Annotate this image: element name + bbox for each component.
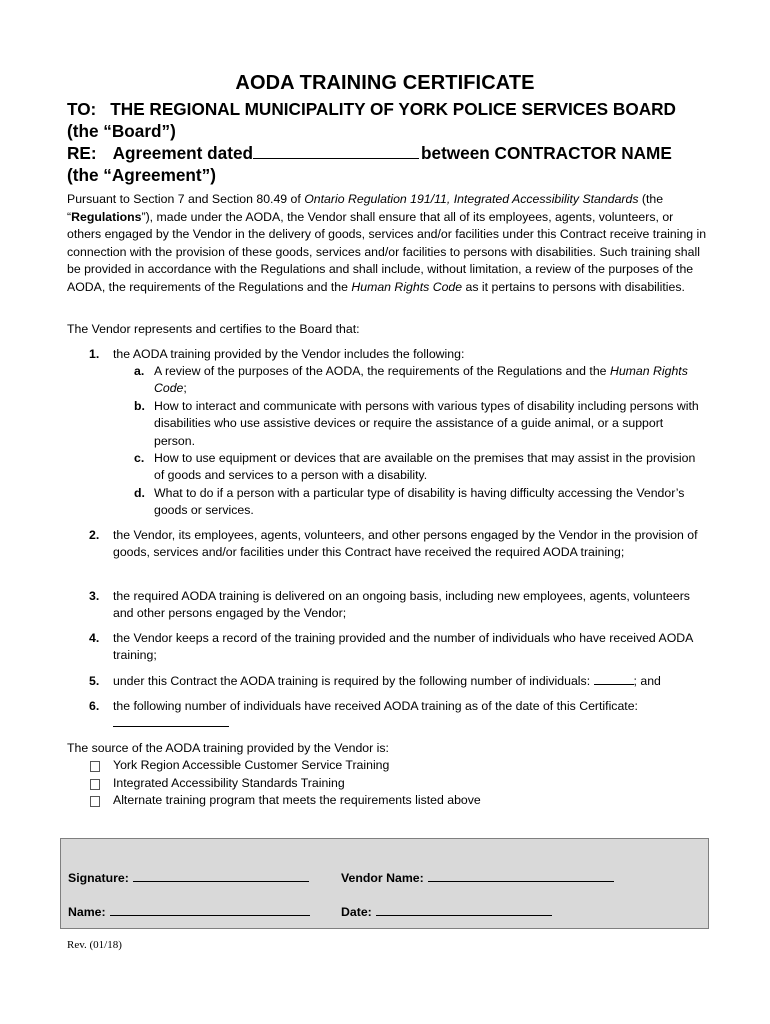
required-count-blank[interactable] bbox=[594, 673, 634, 685]
vendor-name-line[interactable] bbox=[428, 869, 614, 882]
sub-item-a bbox=[134, 363, 707, 398]
list-number: 5. bbox=[89, 674, 100, 688]
list-text: the Vendor keeps a record of the training provided and the number of individuals who have received AODA training; bbox=[113, 631, 693, 663]
re-line bbox=[67, 143, 672, 164]
to-value: THE REGIONAL MUNICIPALITY OF YORK POLICE SERVICES BOARD bbox=[110, 99, 676, 119]
re-note: (the “Agreement”) bbox=[67, 165, 216, 185]
received-count-blank[interactable] bbox=[113, 715, 229, 727]
sub-list bbox=[67, 363, 707, 520]
to-line bbox=[67, 99, 676, 120]
intro-text-3: ”), made under the AODA, the Vendor shall ensure that all of its employees, agents, volunteers, or others engaged by the Vendor in the delivery of goods, services and/or facilities under this Contract receive training in connection with the provision of these goods, services and/or facilities to persons with disabilities. Such training shall be provided in accordance with the Regulations and shall include, without limitation, a review of the purposes of the AODA, the requirements of the Regulations and the bbox=[67, 209, 707, 294]
to-label: TO: bbox=[67, 99, 97, 119]
list-text-tail: ; and bbox=[633, 674, 661, 688]
source-option-2[interactable] bbox=[67, 775, 707, 792]
name-line[interactable] bbox=[110, 903, 310, 916]
revision-label: Rev. (01/18) bbox=[67, 939, 122, 951]
list-number: 6. bbox=[89, 699, 100, 713]
list-text: the Vendor, its employees, agents, volunteers, and other persons engaged by the Vendor in the provision of goods, services and/or facilities under this Contract have received the required AODA training; bbox=[113, 528, 698, 560]
option-label: Alternate training program that meets the requirements listed above bbox=[113, 793, 481, 808]
to-note: (the “Board”) bbox=[67, 121, 176, 141]
list-text: under this Contract the AODA training is required by the following number of individuals: bbox=[113, 674, 594, 688]
list-text: the following number of individuals have received AODA training as of the date of this Certificate: bbox=[113, 699, 638, 713]
sub-text: A review of the purposes of the AODA, the requirements of the Regulations and the bbox=[154, 364, 610, 378]
date-line[interactable] bbox=[376, 903, 552, 916]
re-value-after: between CONTRACTOR NAME bbox=[421, 143, 672, 163]
page-title: AODA TRAINING CERTIFICATE bbox=[235, 72, 535, 94]
intro-regulation-name: Ontario Regulation 191/11, Integrated Accessibility Standards bbox=[304, 192, 639, 206]
checkbox-icon[interactable] bbox=[90, 761, 100, 772]
sub-tail: ; bbox=[183, 381, 187, 396]
sub-item-b bbox=[134, 398, 707, 450]
sub-text: How to use equipment or devices that are available on the premises that may assist in the provision of goods and services to a person with a disability. bbox=[154, 451, 696, 483]
training-source-section bbox=[67, 740, 707, 810]
sub-item-c bbox=[134, 450, 707, 485]
list-number: 4. bbox=[89, 631, 100, 645]
vendor-name-field[interactable] bbox=[341, 869, 614, 885]
sub-text: What to do if a person with a particular type of disability is having difficulty accessing the Vendor’s goods or services. bbox=[154, 485, 685, 518]
list-number: 1. bbox=[89, 347, 100, 361]
re-label: RE: bbox=[67, 143, 97, 163]
signature-panel bbox=[60, 838, 709, 929]
sub-item-d bbox=[134, 485, 707, 520]
intro-text-1: Pursuant to Section 7 and Section 80.49 of bbox=[67, 192, 305, 206]
list-item-2 bbox=[67, 527, 707, 562]
re-value-before: Agreement dated bbox=[112, 143, 254, 163]
agreement-date-blank[interactable] bbox=[253, 144, 419, 159]
signature-line[interactable] bbox=[133, 869, 309, 882]
sub-letter: c. bbox=[134, 451, 145, 466]
date-field[interactable] bbox=[341, 903, 552, 919]
intro-text-4: as it pertains to persons with disabilities. bbox=[462, 279, 685, 294]
represents-text: The Vendor represents and certifies to the Board that: bbox=[67, 322, 360, 336]
intro-regulations-term: Regulations bbox=[71, 209, 142, 224]
list-item-6 bbox=[67, 698, 707, 733]
list-item-1 bbox=[67, 346, 707, 363]
intro-human-rights-code: Human Rights Code bbox=[351, 279, 463, 294]
list-number: 3. bbox=[89, 589, 100, 603]
checkbox-icon[interactable] bbox=[90, 779, 100, 790]
list-item-3 bbox=[67, 588, 707, 623]
name-field[interactable] bbox=[68, 903, 310, 919]
list-item-5 bbox=[67, 673, 707, 690]
option-label: York Region Accessible Customer Service Training bbox=[113, 758, 390, 773]
vendor-name-label: Vendor Name: bbox=[341, 871, 424, 885]
signature-label: Signature: bbox=[68, 871, 129, 885]
signature-field[interactable] bbox=[68, 869, 309, 885]
name-label: Name: bbox=[68, 905, 106, 919]
list-text: the required AODA training is delivered on an ongoing basis, including new employees, agents, volunteers and other persons engaged by the Vendor; bbox=[113, 589, 690, 621]
date-label: Date: bbox=[341, 905, 372, 919]
option-label: Integrated Accessibility Standards Training bbox=[113, 775, 345, 790]
intro-text-2: (the “ bbox=[67, 192, 664, 224]
sub-letter: d. bbox=[134, 485, 145, 500]
sub-letter: a. bbox=[134, 364, 145, 378]
intro-paragraph bbox=[67, 191, 707, 296]
source-intro: The source of the AODA training provided by the Vendor is: bbox=[67, 741, 389, 755]
list-text: the AODA training provided by the Vendor includes the following: bbox=[113, 347, 465, 361]
sub-letter: b. bbox=[134, 398, 145, 413]
list-item-4 bbox=[67, 630, 707, 665]
source-option-3[interactable] bbox=[67, 792, 707, 809]
checkbox-icon[interactable] bbox=[90, 796, 100, 807]
list-number: 2. bbox=[89, 528, 100, 542]
sub-italic: Human Rights Code bbox=[154, 364, 688, 396]
source-option-1[interactable] bbox=[67, 757, 707, 774]
sub-text: How to interact and communicate with persons with various types of disability including persons with disabilities who use assistive devices or require the assistance of a guide animal, or a support person. bbox=[154, 398, 699, 448]
